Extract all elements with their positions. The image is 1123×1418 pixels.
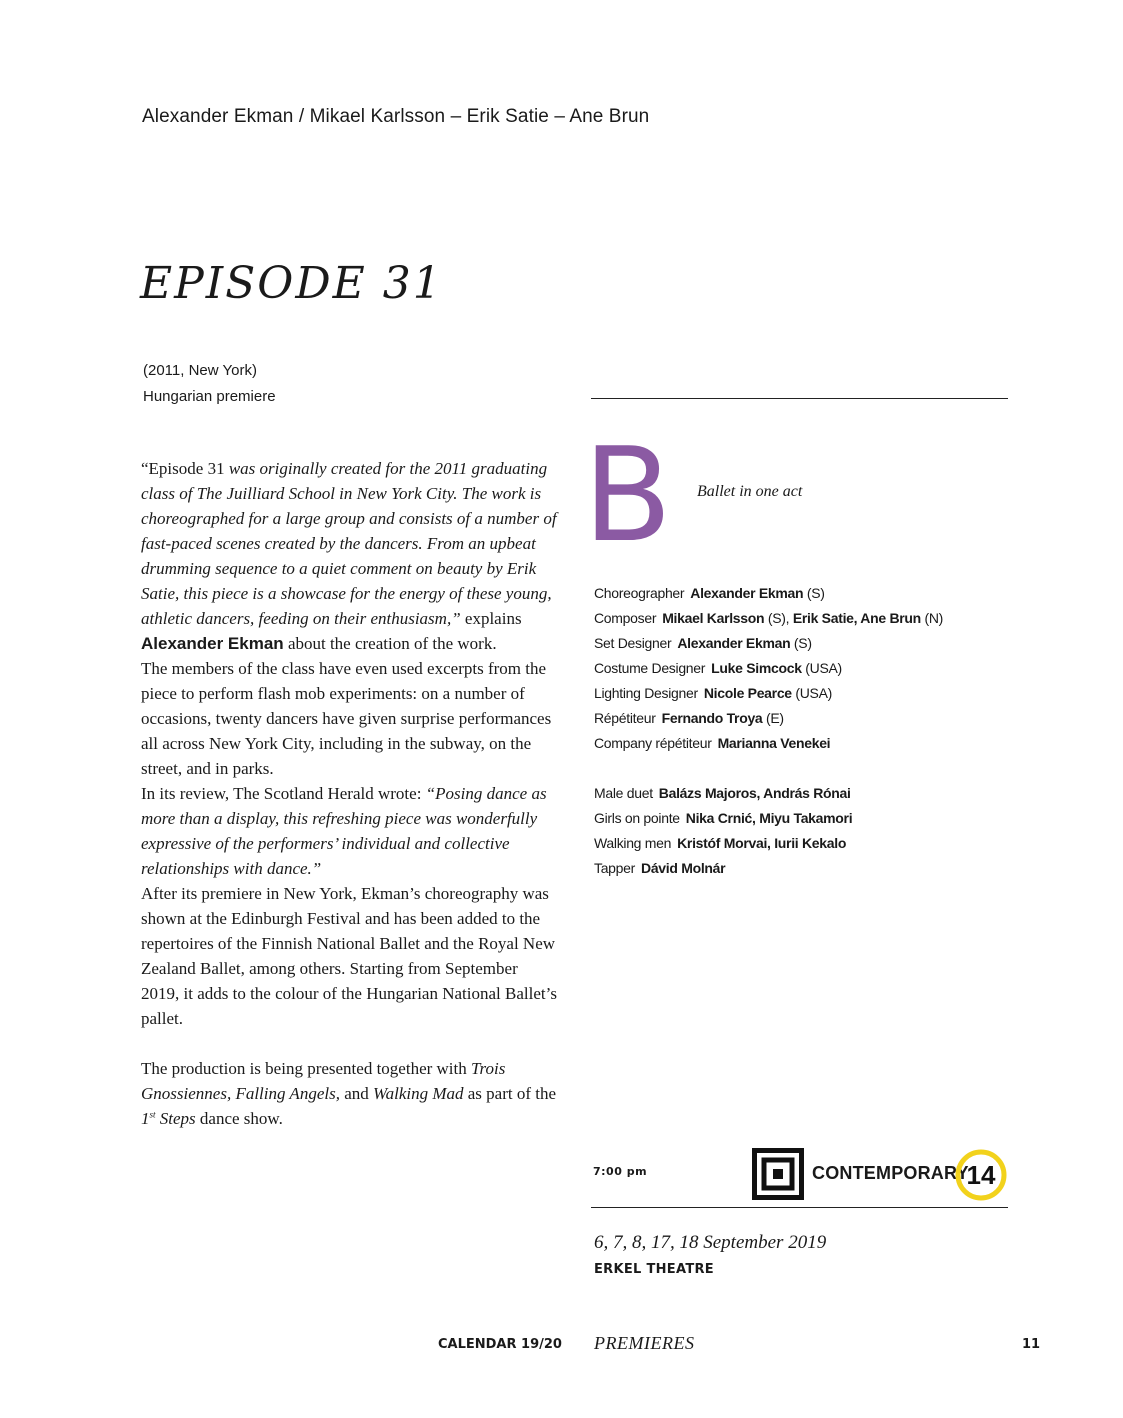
genre-label: Ballet in one act xyxy=(697,483,803,500)
paragraph-review: In its review, The Scotland Herald wrote: “Posing dance as more than a display, this refreshing piece was wonderfully expressive of the performers’ individual and collective relationships with dance.” xyxy=(141,784,547,878)
paragraph-quote: “Episode 31 was originally created for the 2011 graduating class of The Juilliard School in New York City. The work is choreographed for a large group and consists of a number of fast-paced scenes created by the dancers. From an upbeat drumming sequence to a quiet comment on beauty by Erik Satie, this piece is a showcase for the energy of these young, athletic dancers, feeding on their enthusiasm,” explains Alexander Ekman about the creation of the work. xyxy=(141,459,557,653)
cast-row: Girls on pointe Nika Crnić, Miyu Takamori xyxy=(594,810,853,826)
venue-name: ERKEL THEATRE xyxy=(594,1262,714,1277)
paragraph-flashmob: The members of the class have even used excerpts from the piece to perform flash mob experiments: on a number of occasions, twenty dancers have given surprise performances all across New York City, including in the subway, on the street, and in parks. xyxy=(141,659,552,778)
divider-bottom xyxy=(591,1207,1008,1208)
series-number: 14 xyxy=(966,1160,996,1190)
credit-row: Set Designer Alexander Ekman (S) xyxy=(594,635,812,651)
choreographer-name-highlight: Alexander Ekman xyxy=(141,634,284,653)
series-square-icon xyxy=(752,1148,804,1200)
credit-row: Costume Designer Luke Simcock (USA) xyxy=(594,660,842,676)
cast-row: Tapper Dávid Molnár xyxy=(594,860,726,876)
series-number-badge xyxy=(955,1149,1007,1201)
description-text xyxy=(141,456,557,1131)
paragraph-program: The production is being presented together with Trois Gnossiennes, Falling Angels, and Walking Mad as part of the 1st Steps dance show. xyxy=(141,1059,557,1128)
page-title: EPISODE 31 xyxy=(140,258,443,309)
credit-row: Choreographer Alexander Ekman (S) xyxy=(594,585,825,601)
production-info xyxy=(143,358,276,410)
page-number: 11 xyxy=(1022,1337,1041,1352)
origin-note: (2011, New York) xyxy=(143,362,257,379)
performance-time: 7:00 pm xyxy=(593,1165,648,1178)
cast-row: Male duet Balázs Majoros, András Rónai xyxy=(594,785,851,801)
credit-row: Lighting Designer Nicole Pearce (USA) xyxy=(594,685,832,701)
series-name: CONTEMPORARY xyxy=(812,1163,969,1183)
performance-dates: 6, 7, 8, 17, 18 September 2019 xyxy=(594,1232,827,1253)
paragraph-history: After its premiere in New York, Ekman’s choreography was shown at the Edinburgh Festival and has been added to the repertoires of the Finnish National Ballet and the Royal New Zealand Ballet, among others. Starting from September 2019, it adds to the colour of the Hungarian National Ballet’s pallet. xyxy=(141,884,557,1028)
footer-section: PREMIERES xyxy=(594,1333,695,1353)
credit-row: Répétiteur Fernando Troya (E) xyxy=(594,710,784,726)
divider-top xyxy=(591,398,1008,399)
category-letter: B xyxy=(583,419,673,571)
credit-row: Company répétiteur Marianna Venekei xyxy=(594,735,831,751)
creators-line: Alexander Ekman / Mikael Karlsson – Erik Satie – Ane Brun xyxy=(142,106,650,127)
credit-row: Composer Mikael Karlsson (S), Erik Satie, Ane Brun (N) xyxy=(594,610,944,626)
cast-row: Walking men Kristóf Morvai, Iurii Kekalo xyxy=(594,835,847,851)
credits-list xyxy=(594,581,943,756)
footer-calendar: CALENDAR 19/20 xyxy=(438,1337,562,1352)
premiere-note: Hungarian premiere xyxy=(143,388,276,405)
cast-list xyxy=(594,781,852,881)
